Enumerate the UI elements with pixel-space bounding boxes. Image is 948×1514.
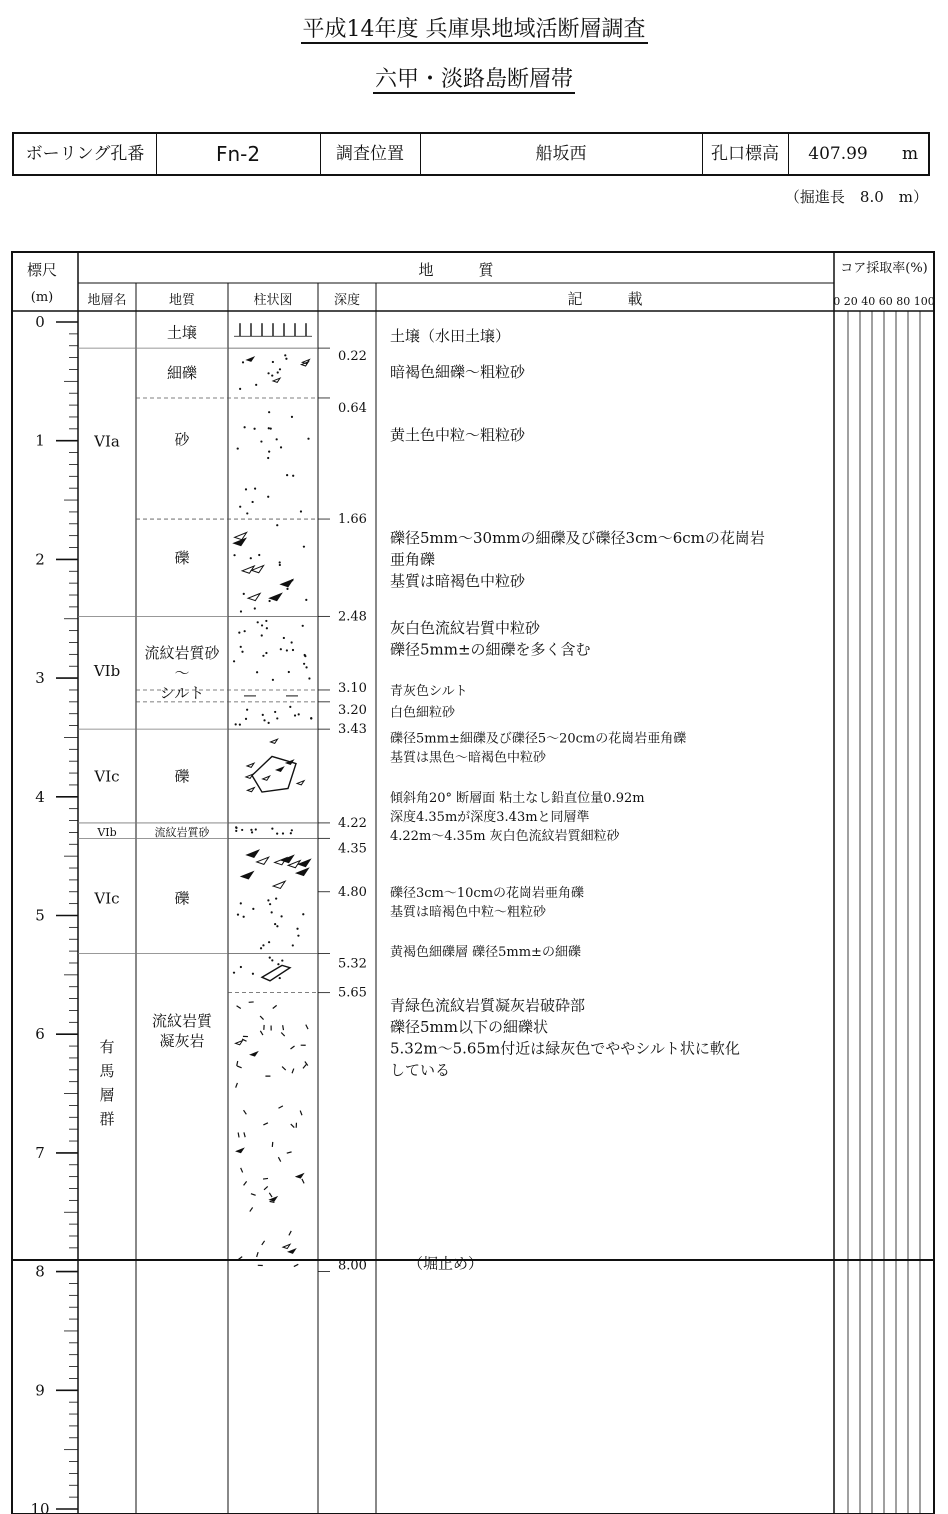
drill-length: （掘進長 8.0 m）: [784, 188, 928, 206]
sand-dot: [279, 564, 281, 566]
sand-dot: [239, 506, 241, 508]
tuff-fragment: [282, 1067, 286, 1070]
tuff-fragment: [244, 1181, 247, 1185]
description-line: 礫径5mm以下の細礫状: [390, 1018, 548, 1037]
description-line: 黄土色中粒～粗粒砂: [390, 425, 526, 444]
location-label: 調査位置: [336, 144, 404, 164]
sand-dot: [262, 714, 264, 716]
scale-label: 1: [35, 431, 45, 450]
core-rate-header: コア採取率(%): [840, 261, 928, 276]
description-line: 暗褐色細礫～粗粒砂: [390, 362, 526, 381]
large-clast: [252, 756, 296, 792]
scale-label: 4: [35, 787, 45, 806]
formation-label: VIc: [94, 767, 120, 786]
sand-dot: [268, 941, 270, 943]
gravel-clast: [275, 858, 287, 865]
sand-dot: [233, 972, 235, 974]
sand-dot: [271, 959, 273, 961]
report-subtitle: 六甲・淡路島断層帯: [374, 67, 573, 92]
depth-value: 2.48: [338, 609, 367, 625]
description-line: 亜角礫: [390, 550, 436, 569]
sand-dot: [269, 956, 271, 958]
tuff-fragment: [306, 1025, 308, 1029]
description-line: 土壌（水田土壌）: [390, 327, 511, 346]
sand-dot: [263, 719, 265, 721]
sand-dot: [255, 384, 257, 386]
gravel-clast: [273, 881, 285, 888]
sand-dot: [267, 496, 269, 498]
scale-label: 2: [35, 550, 45, 569]
tuff-fragment: [279, 1106, 283, 1108]
gravel-clast: [237, 1148, 244, 1152]
sand-dot: [291, 416, 293, 418]
sand-dot: [298, 713, 300, 715]
description-line: 礫径3cm～10cmの花崗岩亜角礫: [390, 885, 585, 901]
sand-dot: [267, 457, 269, 459]
description-line: 灰白色流紋岩質中粒砂: [390, 619, 541, 638]
sand-dot: [235, 723, 237, 725]
tuff-fragment: [262, 1241, 265, 1245]
sand-dot: [265, 652, 267, 654]
gravel-clast: [297, 781, 304, 785]
geology-header: 地 質: [418, 261, 494, 279]
lithology-label: 砂: [174, 430, 190, 449]
sand-dot: [277, 371, 279, 373]
tuff-fragment: [292, 1069, 294, 1074]
sand-dot: [270, 428, 272, 430]
description-line: 礫径5mm～30mmの細礫及び礫径3cm～6cmの花崗岩: [390, 529, 765, 548]
large-clast: [262, 965, 290, 980]
lithology-label: 流紋岩質砂: [144, 643, 220, 662]
tuff-fragment: [237, 1066, 242, 1068]
tuff-fragment: [237, 1061, 238, 1066]
sand-dot: [275, 897, 277, 899]
description-line: 基質は暗褐色中粒砂: [390, 571, 526, 590]
sand-dot: [282, 832, 284, 834]
gravel-clast: [288, 1249, 295, 1253]
sand-dot: [286, 649, 288, 651]
sand-dot: [235, 830, 237, 832]
sand-dot: [252, 908, 254, 910]
gravel-clast: [270, 593, 282, 600]
sand-dot: [271, 374, 273, 376]
lithology-label: 凝灰岩: [159, 1031, 205, 1050]
description-line: 4.22m～4.35m 灰白色流紋岩質細粒砂: [390, 828, 620, 844]
gravel-clast: [281, 580, 293, 587]
sand-dot: [250, 829, 252, 831]
sand-dot: [279, 561, 281, 563]
lithology-label: 礫: [174, 889, 190, 908]
tuff-fragment: [300, 1111, 302, 1116]
tuff-fragment: [283, 1025, 284, 1030]
formation-label: VIb: [93, 661, 121, 680]
sand-dot: [292, 649, 294, 651]
sand-dot: [274, 923, 276, 925]
depth-value: 4.35: [338, 841, 367, 857]
lithology-label: 礫: [174, 767, 190, 786]
scale-label: 6: [35, 1025, 45, 1044]
sand-dot: [244, 426, 246, 428]
boring-no: Fn-2: [215, 142, 261, 166]
sand-dot: [281, 959, 283, 961]
tuff-fragment: [244, 1110, 247, 1114]
sand-dot: [268, 600, 270, 602]
sand-dot: [252, 973, 254, 975]
sand-dot: [271, 911, 273, 913]
sand-dot: [251, 831, 253, 833]
gravel-clast: [247, 357, 254, 361]
sand-dot: [261, 634, 263, 636]
sand-dot: [308, 677, 310, 679]
description-line: 傾斜角20° 断層面 粘土なし鉛直位量0.92m: [390, 790, 645, 806]
gravel-clast: [241, 872, 253, 879]
lithology-label: 流紋岩質砂: [154, 826, 210, 840]
depth-value: 5.65: [338, 985, 367, 1001]
tuff-fragment: [260, 1031, 263, 1035]
sand-dot: [268, 722, 270, 724]
lithology-label: 土壌: [166, 323, 198, 342]
sand-dot: [277, 963, 279, 965]
gravel-clast: [247, 788, 254, 792]
lithology-label: 流紋岩質: [151, 1011, 213, 1030]
depth-value: 3.20: [338, 702, 367, 718]
sand-dot: [290, 832, 292, 834]
sand-dot: [297, 935, 299, 937]
depth-value: 4.22: [338, 815, 367, 831]
sand-dot: [265, 620, 267, 622]
sand-dot: [237, 914, 239, 916]
sand-dot: [268, 451, 270, 453]
sand-dot: [267, 372, 269, 374]
gravel-clast: [263, 776, 270, 780]
sand-dot: [284, 354, 286, 356]
sand-dot: [285, 358, 287, 360]
sand-dot: [280, 446, 282, 448]
gravel-clast: [273, 378, 280, 382]
sand-dot: [272, 361, 274, 363]
tuff-fragment: [257, 1252, 258, 1257]
sand-dot: [279, 368, 281, 370]
tuff-fragment: [287, 1152, 292, 1153]
sand-dot: [261, 624, 263, 626]
formation-label: 群: [99, 1110, 115, 1129]
layer-name-header: 地層名: [87, 293, 127, 308]
sand-dot: [240, 902, 242, 904]
description-line: 5.32m～5.65m付近は緑灰色でややシルト状に軟化: [390, 1039, 740, 1058]
gravel-clast: [276, 767, 283, 771]
sand-dot: [310, 717, 312, 719]
gravel-clast: [247, 850, 259, 857]
sand-dot: [274, 711, 276, 713]
gravel-clast: [248, 593, 260, 600]
gravel-clast: [247, 763, 254, 767]
tuff-fragment: [238, 1133, 239, 1138]
description-line: 礫径5mm±の細礫を多く含む: [390, 640, 591, 659]
depth-value: 4.80: [338, 884, 367, 900]
sand-dot: [294, 714, 296, 716]
sand-dot: [240, 646, 242, 648]
gravel-clast: [296, 1174, 303, 1178]
sand-dot: [302, 913, 304, 915]
sand-dot: [305, 666, 307, 668]
sand-dot: [255, 828, 257, 830]
geology-col-header: 地質: [168, 293, 196, 308]
gravel-clast: [236, 1041, 243, 1045]
formation-label: VIb: [97, 826, 117, 840]
formation-label: 層: [99, 1086, 115, 1105]
scale-label: 3: [35, 669, 45, 688]
description-line: 基質は暗褐色中粒～粗粒砂: [390, 904, 547, 920]
gravel-clast: [251, 1052, 258, 1056]
sand-dot: [283, 637, 285, 639]
scale-label: 7: [35, 1143, 45, 1162]
sand-dot: [246, 709, 248, 711]
tuff-fragment: [281, 1032, 284, 1036]
formation-label: VIc: [94, 889, 120, 908]
sand-dot: [252, 501, 254, 503]
tuff-fragment: [241, 1168, 243, 1173]
gravel-clast: [296, 868, 308, 875]
sand-dot: [303, 546, 305, 548]
description-line: している: [390, 1060, 451, 1079]
tuff-fragment: [237, 1006, 241, 1009]
sand-dot: [240, 966, 242, 968]
scale-label: 10: [30, 1500, 50, 1514]
sand-dot: [266, 627, 268, 629]
sand-dot: [269, 903, 271, 905]
sand-dot: [307, 438, 309, 440]
location-value: 船坂西: [535, 144, 587, 164]
sand-dot: [272, 679, 274, 681]
sand-dot: [245, 488, 247, 490]
boring-no-label: ボーリング孔番: [25, 144, 145, 164]
sand-dot: [243, 916, 245, 918]
sand-dot: [245, 718, 247, 720]
scale-label: 9: [35, 1381, 45, 1400]
lithology-label: 細礫: [166, 363, 198, 382]
sand-dot: [276, 524, 278, 526]
sand-dot: [305, 599, 307, 601]
lithology-label: シルト: [159, 683, 205, 702]
sand-dot: [242, 361, 244, 363]
scale-unit: (m): [30, 290, 54, 305]
sand-dot: [296, 928, 298, 930]
sand-dot: [280, 915, 282, 917]
tuff-fragment: [251, 1194, 256, 1196]
scale-label: 8: [35, 1262, 45, 1281]
sand-dot: [260, 947, 262, 949]
tuff-fragment: [302, 1179, 304, 1184]
sand-dot: [267, 899, 269, 901]
sand-dot: [268, 427, 270, 429]
sand-dot: [244, 630, 246, 632]
formation-label: 有: [99, 1038, 115, 1057]
scale-header: 標尺: [26, 261, 58, 279]
tuff-fragment: [278, 1157, 280, 1161]
sand-dot: [276, 833, 278, 835]
sand-dot: [237, 447, 239, 449]
scale-label: 0: [35, 313, 45, 331]
sand-dot: [292, 944, 294, 946]
description-line: 礫径5mm±細礫及び礫径5～20cmの花崗岩亜角礫: [390, 731, 687, 747]
sand-dot: [280, 648, 282, 650]
core-ticks: 0 20 40 60 80 100: [833, 295, 935, 308]
sand-dot: [246, 512, 248, 514]
tuff-fragment: [263, 1123, 268, 1125]
sand-dot: [276, 925, 278, 927]
sand-dot: [233, 660, 235, 662]
tuff-fragment: [263, 1178, 268, 1179]
description-line: （堀止め）: [408, 1254, 484, 1273]
tuff-fragment: [264, 1186, 268, 1189]
elevation-value: 407.99: [808, 144, 868, 164]
description-header: 記 載: [567, 290, 643, 308]
column-header: 柱状図: [253, 293, 293, 308]
tuff-fragment: [260, 1016, 263, 1020]
sand-dot: [239, 388, 241, 390]
depth-value: 0.64: [338, 400, 367, 416]
sand-dot: [254, 607, 256, 609]
tuff-fragment: [294, 1264, 298, 1266]
lithology-label: 礫: [174, 549, 190, 568]
sand-dot: [286, 474, 288, 476]
sand-dot: [289, 706, 291, 708]
sand-dot: [235, 827, 237, 829]
sand-dot: [250, 557, 252, 559]
elevation-unit: m: [901, 144, 919, 164]
depth-header: 深度: [333, 293, 361, 308]
gravel-clast: [271, 739, 278, 743]
description-line: 青灰色シルト: [390, 683, 468, 699]
formation-label: VIa: [94, 432, 120, 451]
sand-dot: [304, 655, 306, 657]
lithology-label: ～: [174, 663, 190, 682]
sand-dot: [258, 554, 260, 556]
gravel-clast: [270, 1197, 277, 1201]
sand-dot: [286, 588, 288, 590]
depth-value: 1.66: [338, 512, 367, 528]
depth-value: 3.43: [338, 722, 367, 738]
sand-dot: [262, 655, 264, 657]
sand-dot: [268, 411, 270, 413]
tuff-fragment: [269, 1193, 272, 1197]
sand-dot: [243, 593, 245, 595]
tuff-fragment: [273, 1005, 277, 1008]
sand-dot: [260, 440, 262, 442]
sand-dot: [303, 663, 305, 665]
sand-dot: [233, 554, 235, 556]
tuff-fragment: [236, 1083, 238, 1088]
sand-dot: [279, 977, 281, 979]
sand-dot: [254, 488, 256, 490]
sand-dot: [271, 828, 273, 830]
sand-dot: [257, 621, 259, 623]
sand-dot: [256, 671, 258, 673]
tuff-fragment: [303, 1065, 306, 1069]
tuff-fragment: [291, 1124, 295, 1128]
description-line: 基質は黒色～暗褐色中粒砂: [390, 750, 547, 766]
description-line: 青緑色流紋岩質凝灰岩破砕部: [390, 996, 586, 1015]
sand-dot: [291, 641, 293, 643]
sand-dot: [238, 631, 240, 633]
sand-dot: [241, 829, 243, 831]
formation-label: 馬: [99, 1062, 115, 1081]
sand-dot: [291, 829, 293, 831]
sand-dot: [276, 717, 278, 719]
scale-label: 5: [35, 906, 45, 925]
description-line: 白色細粒砂: [390, 705, 456, 721]
depth-value: 8.00: [338, 1258, 367, 1274]
tuff-fragment: [250, 1207, 253, 1211]
sand-dot: [292, 475, 294, 477]
description-line: 深度4.35mが深度3.43mと同層準: [390, 809, 590, 825]
sand-dot: [241, 651, 243, 653]
sand-dot: [240, 610, 242, 612]
sand-dot: [300, 510, 302, 512]
sand-dot: [302, 625, 304, 627]
sand-dot: [276, 438, 278, 440]
sand-dot: [288, 671, 290, 673]
depth-value: 5.32: [338, 956, 367, 972]
tuff-fragment: [291, 1046, 295, 1049]
gravel-clast: [257, 857, 269, 864]
sand-dot: [253, 428, 255, 430]
sand-dot: [239, 724, 241, 726]
sand-dot: [262, 944, 264, 946]
elevation-label: 孔口標高: [711, 144, 779, 164]
gravel-clast: [283, 1244, 290, 1248]
report-title: 平成14年度 兵庫県地域活断層調査: [302, 17, 646, 42]
tuff-fragment: [289, 1231, 291, 1235]
description-line: 黄褐色細礫層 礫径5mm±の細礫: [390, 945, 581, 961]
depth-value: 0.22: [338, 349, 367, 365]
tuff-fragment: [244, 1132, 245, 1137]
depth-value: 3.10: [338, 680, 367, 696]
